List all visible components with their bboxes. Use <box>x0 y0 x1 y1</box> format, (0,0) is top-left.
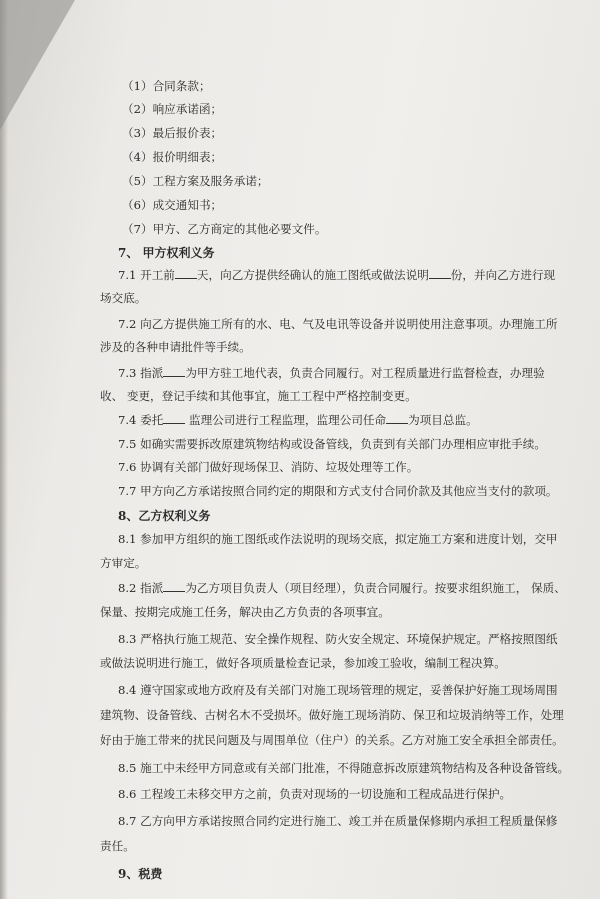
list-item: （7）甲方、乙方商定的其他必要文件。 <box>122 222 327 236</box>
clause-7-2: 7.2 向乙方提供施工所有的水、电、气及电讯等设备并说明使用注意事项。办理施工所 <box>118 317 558 331</box>
clause-8-6: 8.6 工程竣工未移交甲方之前，负责对现场的一切设施和工程成品进行保护。 <box>118 787 512 801</box>
clause-8-7: 8.7 乙方向甲方承诺按照合同约定进行施工、竣工并在质量保修期内承担工程质量保修 <box>118 814 558 828</box>
clause-7-6: 7.6 协调有关部门做好现场保卫、消防、垃圾处理等工作。 <box>118 460 419 474</box>
list-item: （2）响应承诺函； <box>122 102 223 116</box>
clause-7-5: 7.5 如确实需要拆改原建筑物结构或设备管线，负责到有关部门办理相应审批手续。 <box>118 437 546 451</box>
fill-blank <box>163 365 185 377</box>
fill-blank <box>386 412 408 424</box>
fill-blank <box>163 580 185 592</box>
clause-7-1: 7.1 开工前 天，向乙方提供经确认的施工图纸或做法说明 份，并向乙方进行现 <box>118 268 556 282</box>
clause-7-2-cont: 涉及的各种申请批件等手续。 <box>100 340 251 354</box>
fill-blank <box>429 267 451 279</box>
list-item: （3）最后报价表； <box>122 126 223 140</box>
clause-8-4-cont: 建筑物、设备管线、古树名木不受损坏。做好施工现场消防、保卫和垃圾消纳等工作，处理 <box>100 708 564 722</box>
clause-8-2-cont: 保量、按期完成施工任务，解决由乙方负责的各项事宜。 <box>100 605 390 619</box>
section-7-heading: 7、 甲方权利义务 <box>118 246 215 260</box>
clause-7-1-cont: 场交底。 <box>100 291 147 305</box>
clause-8-5: 8.5 施工中未经甲方同意或有关部门批准，不得随意拆改原建筑物结构及各种设备管线。 <box>118 761 570 775</box>
clause-8-1-cont: 方审定。 <box>100 556 147 570</box>
clause-7-7: 7.7 甲方向乙方承诺按照合同约定的期限和方式支付合同价款及其他应当支付的款项。 <box>118 484 558 498</box>
list-item: （5）工程方案及服务承诺； <box>122 174 269 188</box>
clause-8-3-cont: 或做法说明进行施工，做好各项质量检查记录，参加竣工验收，编制工程决算。 <box>100 656 506 670</box>
clause-8-2: 8.2 指派 为乙方项目负责人（项目经理），负责合同履行。按要求组织施工， 保质、 <box>118 581 566 595</box>
clause-8-7-cont: 责任。 <box>100 839 135 853</box>
clause-7-3: 7.3 指派 为甲方驻工地代表，负责合同履行。对工程质量进行监督检查，办理验 <box>118 366 545 380</box>
fill-blank <box>163 412 185 424</box>
clause-8-4-cont: 好由于施工带来的扰民问题及与周围单位（住户）的关系。乙方对施工安全承担全部责任。 <box>100 733 564 747</box>
folded-corner <box>0 0 75 130</box>
clause-8-1: 8.1 参加甲方组织的施工图纸或作法说明的现场交底，拟定施工方案和进度计划，交甲 <box>118 532 558 546</box>
clause-8-4: 8.4 遵守国家或地方政府及有关部门对施工现场管理的规定，妥善保护好施工现场周围 <box>118 683 558 697</box>
clause-7-3-cont: 收、 变更，登记手续和其他事宜，施工工程中严格控制变更。 <box>100 389 417 403</box>
section-8-heading: 8、乙方权利义务 <box>118 509 211 523</box>
page-edge-shadow <box>0 0 8 899</box>
list-item: （6）成交通知书； <box>122 198 223 212</box>
list-item: （1）合同条款； <box>122 79 211 93</box>
section-9-heading: 9、税费 <box>118 867 163 881</box>
clause-7-4: 7.4 委托 监理公司进行工程监理，监理公司任命 为项目总监。 <box>118 413 478 427</box>
clause-8-3: 8.3 严格执行施工规范、安全操作规程、防火安全规定、环境保护规定。严格按照图纸 <box>118 632 558 646</box>
fill-blank <box>175 267 197 279</box>
list-item: （4）报价明细表； <box>122 150 223 164</box>
